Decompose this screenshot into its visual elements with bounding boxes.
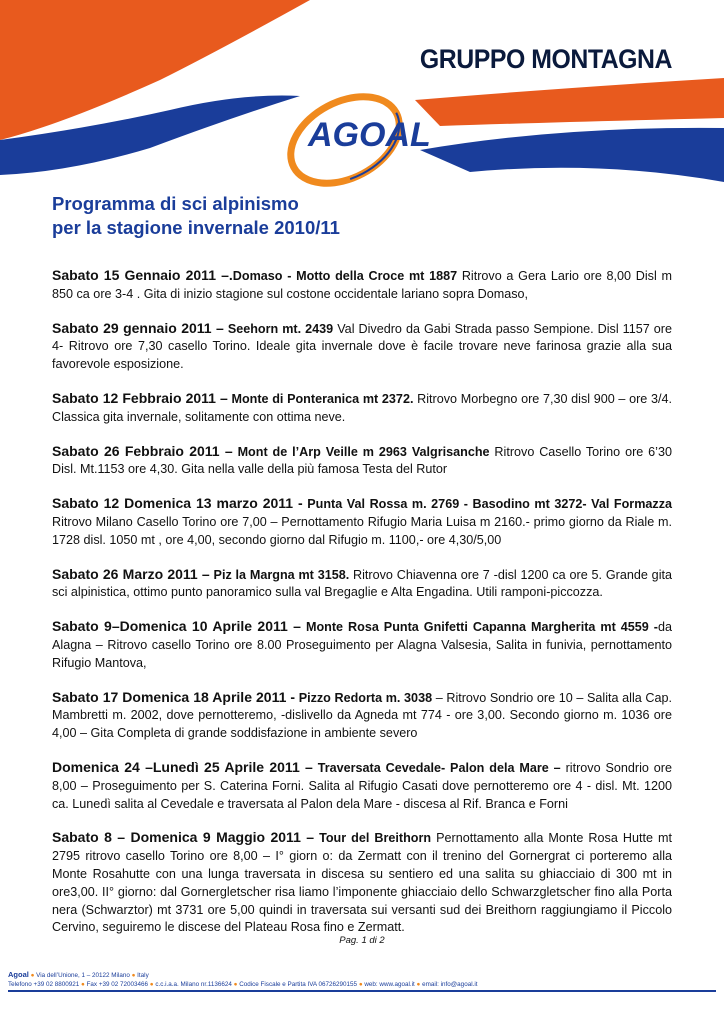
program-entry	[52, 618, 672, 672]
entry-text: – Ritrovo Sondrio ore 10 – Salita alla Cap. Mambretti m. 2002, dove pernotteremo, -dislivello da Agneda mt 774 - ore 3,00. Secondo giorno m. 1036 ore 4,00 – Gita Completa di grande soddisfazione in ambiente severo	[52, 690, 672, 741]
program-entry	[52, 390, 672, 427]
bullet-icon: ●	[233, 981, 238, 988]
entry-text: da Alagna – Ritrovo casello Torino ore 8.00 Proseguimento per Alagna Valsesia, Salita in funivia, pernottamento Rifugio Mantova,	[52, 620, 672, 670]
entry-date: Sabato 12 Domenica 13 marzo 2011 -	[52, 495, 303, 512]
program-entry	[52, 759, 672, 813]
program-entry	[52, 689, 672, 743]
blue-band-right	[420, 128, 724, 182]
footer-tax: Codice Fiscale e Partita IVA 06726290155	[239, 981, 358, 988]
entry-place: Monte Rosa Punta Gnifetti Capanna Margherita mt 4559 -	[300, 620, 658, 635]
entry-place: Tour del Breithorn	[314, 831, 432, 846]
footer-address: Via dell’Unione, 1 – 20122 Milano	[36, 972, 130, 979]
program-list	[52, 267, 672, 937]
bullet-icon: ●	[149, 981, 154, 988]
entry-date: Sabato 26 Febbraio 2011 –	[52, 442, 233, 459]
entry-text: Ritrovo Chiavenna ore 7 -disl 1200 ca ore 5. Grande gita sci alpinistica, ottimo punto panoramico sulla val Bregaglie e Alta Engadina. Utili ramponi-piccozza.	[52, 567, 672, 600]
entry-date: Sabato 26 Marzo 2011 –	[52, 565, 210, 582]
entry-place: Traversata Cevedale- Palon dela Mare –	[312, 760, 561, 775]
entry-date: Sabato 12 Febbraio 2011 –	[52, 389, 228, 406]
program-entry	[52, 495, 672, 549]
entry-date: Sabato 9–Domenica 10 Aprile 2011 –	[52, 618, 301, 635]
page-number: Pag. 1 di 2	[339, 935, 385, 946]
program-entry	[52, 443, 672, 480]
entry-place: Seehorn mt. 2439	[223, 321, 334, 336]
program-entry	[52, 320, 672, 374]
agoal-logo-text: AGOAL	[308, 116, 431, 154]
footer-divider	[8, 990, 716, 992]
bullet-icon: ●	[416, 981, 421, 988]
group-title: GRUPPO MONTAGNA	[419, 44, 672, 74]
orange-band-right	[415, 78, 724, 126]
program-entry	[52, 566, 672, 603]
entry-text: Ritrovo a Gera Lario ore 8,00 Disl m 850 ca ore 3-4 . Gita di inizio stagione sul costone occidentale lariano sopra Domaso,	[52, 269, 672, 301]
entry-text: Val Divedro da Gabi Strada passo Sempione. Disl 1157 ore 4- Ritrovo ore 7,30 casello Torino. Ideale gita invernale dove è facile trovare neve farinosa grazie alla sua favorevole esposizione.	[52, 321, 672, 372]
entry-place: Pizzo Redorta m. 3038	[295, 690, 433, 705]
entry-place: Punta Val Rossa m. 2769 - Basodino mt 3272- Val Formazza	[302, 497, 673, 512]
bullet-icon: ●	[131, 972, 136, 979]
footer-fax: Fax +39 02 72003466	[86, 981, 149, 988]
entry-text: Ritrovo Milano Casello Torino ore 7,00 – Pernottamento Rifugio Maria Luisa m 2160.- primo giorno da Riale m. 1728 disl. 1050 mt , ore 4,00, secondo giorno dal Rifugio m. 1100,- ore 4,30/5,00	[52, 514, 672, 547]
footer-line-1	[8, 970, 716, 980]
entry-text: Ritrovo Casello Torino ore 6’30 Disl. Mt.1153 ore 4,30. Gita nella valle della più famosa Testa del Rutor	[52, 444, 672, 477]
footer-phone: Telefono +39 02 8800921	[8, 981, 80, 988]
footer-web-link[interactable]: web: www.agoal.it	[364, 981, 415, 988]
entry-text: Pernottamento alla Monte Rosa Hutte mt 2795 ritrovo casello Torino ore 8,00 – I° giorn o: da Zermatt con il trenino del Gornergrat ci porteremo alla Monte Rosahutte con una lunga traversata in discesa su sentiero ed una salita su ghiacciaio di 300 mt in ore3,00. II° giorno: dal Gornergletscher risa liamo l’imponente ghiacciaio dello Schwarzgletscher fino alla Porta nera (Schwarztor) mt 3731 ore 5,00 quindi in traversata sui versanti sud dei Breithorn raggiungiamo il Piccolo Cervino, seguiremo le discese del Plateau Rosa fino e Zermatt.	[52, 831, 672, 935]
footer-line-2	[8, 980, 716, 989]
entry-place: Monte di Ponteranica mt 2372.	[227, 391, 414, 406]
entry-date: Sabato 8 – Domenica 9 Maggio 2011 –	[52, 829, 315, 846]
bullet-icon: ●	[358, 981, 363, 988]
entry-date: Domenica 24 –Lunedì 25 Aprile 2011 –	[52, 758, 313, 775]
entry-date: Sabato 17 Domenica 18 Aprile 2011 -	[52, 688, 296, 705]
program-entry	[52, 267, 672, 304]
bullet-icon: ●	[30, 972, 35, 979]
document-title	[52, 192, 340, 240]
footer-country: Italy	[137, 972, 149, 979]
bullet-icon: ●	[81, 981, 85, 988]
footer-email-link[interactable]: email: info@agoal.it	[422, 981, 478, 988]
entry-date: Sabato 15 Gennaio 2011 –.	[52, 267, 233, 283]
program-entry	[52, 829, 672, 937]
footer-cciaa: c.c.i.a.a. Milano nr.1136624	[155, 981, 232, 988]
title-line-1: Programma di sci alpinismo	[52, 193, 299, 214]
footer	[8, 970, 716, 989]
entry-place: Mont de l’Arp Veille m 2963 Valgrisanche	[232, 444, 490, 459]
title-line-2: per la stagione invernale 2010/11	[52, 217, 340, 238]
entry-text: Ritrovo Morbegno ore 7,30 disl 900 – ore 3/4. Classica gita invernale, solitamente con ottima neve.	[52, 391, 672, 424]
entry-date: Sabato 29 gennaio 2011 –	[52, 319, 224, 336]
entry-place: Domaso - Motto della Croce mt 1887	[232, 269, 458, 283]
entry-text: ritrovo Sondrio ore 8,00 – Proseguimento per S. Caterina Forni. Salita al Rifugio Casati dove pernotteremo ore 4 - disl. Mt. 1200 ca. Lunedì salita al Cevedale e traversata al Palon dela Mare - discesa al Rif. Branca e Forni	[52, 760, 672, 811]
footer-brand: Agoal	[8, 970, 29, 979]
entry-place: Piz la Margna mt 3158.	[209, 567, 350, 582]
